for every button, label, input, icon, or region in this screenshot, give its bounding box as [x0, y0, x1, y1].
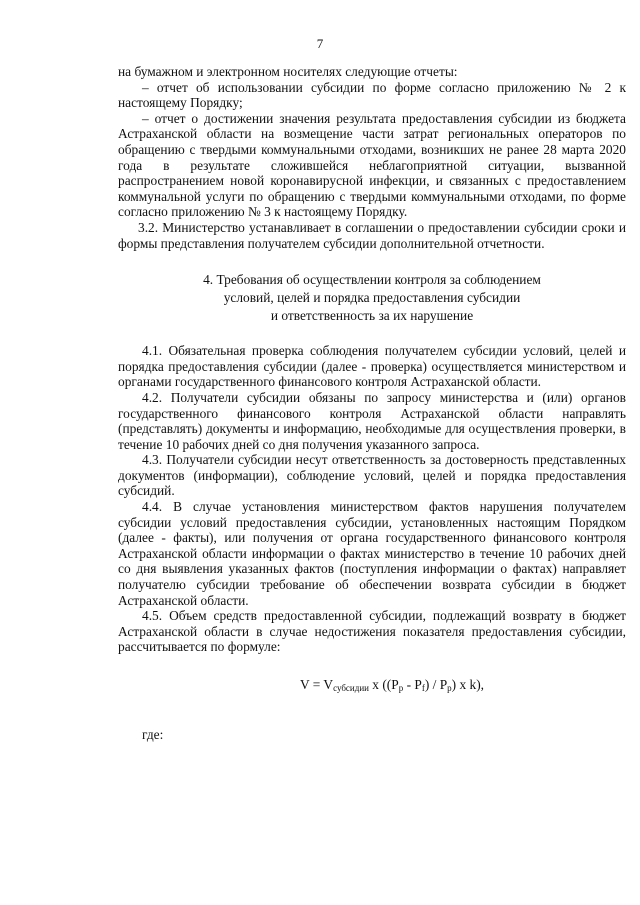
paragraph-report-result: – отчет о достижении значения результата предоставления субсидии из бюджета Астраханской области на возмещение части затрат региональных операторов по обращению с твердыми коммунальными отходами, возникших не ранее 28 марта 2020 года в результате сложившейся неблагоприятной ситуации, вызванной распространением новой коронавирусной инфекции, и связанных с предоставлением коммунальной услуги по обращению с твердыми коммунальными отходами, по форме согласно приложению № 3 к настоящему Порядку.	[118, 110, 626, 220]
section-heading-line-1: 4. Требования об осуществлении контроля за соблюдением	[203, 272, 541, 288]
paragraph-4-1: 4.1. Обязательная проверка соблюдения получателем субсидии условий, целей и порядка предоставления субсидии (далее - проверка) осуществляется министерством и органами государственного финансового контроля Астраханской области.	[118, 343, 626, 390]
paragraph-intro: на бумажном и электронном носителях следующие отчеты:	[118, 64, 458, 79]
formula-sub-f: f	[421, 683, 425, 693]
section-heading-line-2: условий, целей и порядка предоставления субсидии	[223, 290, 521, 306]
paragraph-4-3: 4.3. Получатели субсидии несут ответственность за достоверность представленных документов (информации), соблюдение условий, целей и порядка предоставления субсидий.	[118, 452, 626, 499]
formula-part-2: - P	[403, 677, 422, 692]
formula-part-3: ) / P	[424, 677, 448, 692]
paragraph-report-usage: – отчет об использовании субсидии по форме согласно приложению № 2 к настоящему Порядку;	[118, 79, 626, 111]
refund-formula	[118, 677, 626, 697]
where-label: где:	[142, 726, 164, 742]
section-heading	[118, 271, 626, 325]
section-heading-line-3: и ответственность за их нарушение	[270, 308, 474, 324]
paragraph-3-2: 3.2. Министерство устанавливает в соглашении о предоставлении субсидии сроки и формы представления получателем субсидии дополнительной отчетности.	[118, 219, 626, 251]
paragraph-4-5: 4.5. Объем средств предоставленной субсидии, подлежащий возврату в бюджет Астраханской области в случае недостижения показателя предоставления субсидии, рассчитывается по формуле:	[118, 608, 626, 655]
formula-part-1: x ((P	[368, 677, 399, 692]
page-number: 7	[316, 36, 324, 51]
formula-part-4: ) x k),	[451, 677, 485, 692]
formula-sub-subsidy: субсидии	[333, 683, 369, 693]
formula-lhs: V = V	[299, 677, 334, 692]
paragraph-4-2: 4.2. Получатели субсидии обязаны по запросу министерства и (или) органов государственного финансового контроля Астраханской области направлять (представлять) документы и информацию, необходимые для осуществления проверки, в течение 10 рабочих дней со дня получения указанного запроса.	[118, 389, 626, 452]
formula-sub-p1: p	[398, 683, 404, 693]
document-body	[118, 64, 626, 742]
paragraph-4-4: 4.4. В случае установления министерством фактов нарушения получателем субсидии условий предоставления субсидии, установленных настоящим Порядком (далее - факты), или получения от органа государственного финансового контроля Астраханской области информации о фактах министерство в течение 10 рабочих дней со дня выявления указанных фактов (поступления информации о фактах) направляет получателю субсидии требование об обеспечении возврата субсидии в бюджет Астраханской области.	[118, 499, 626, 608]
formula-sub-p2: p	[447, 683, 452, 693]
